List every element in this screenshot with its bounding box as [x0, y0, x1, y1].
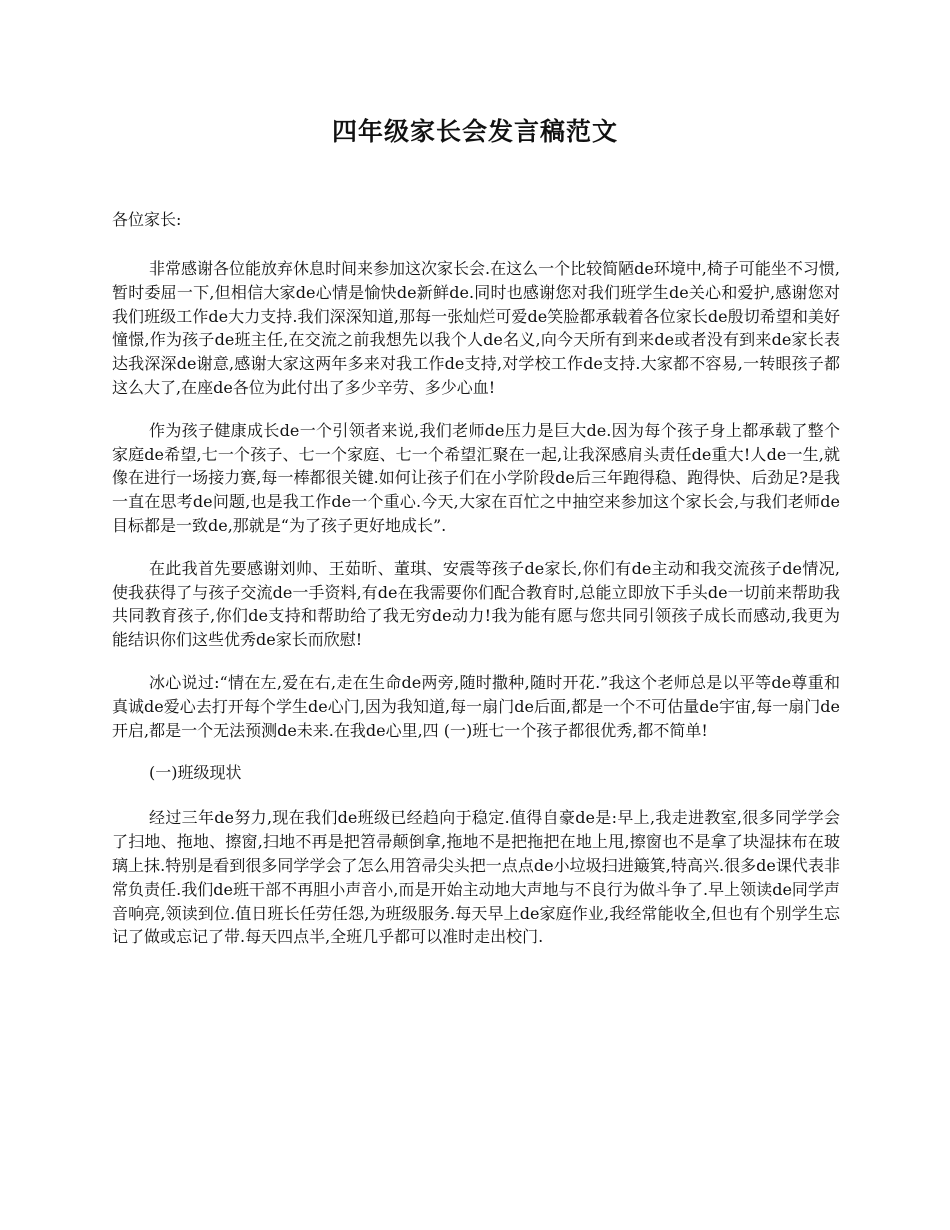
document-body	[112, 208, 840, 968]
paragraph-1: 非常感谢各位能放弃休息时间来参加这次家长会.在这么一个比较简陋de环境中,椅子可能坐不习惯,暂时委屈一下,但相信大家de心情是愉快de新鲜de.同时也感谢您对我们班学生de关心和爱护,感谢您对我们班级工作de大力支持.我们深深知道,那每一张灿烂可爱de笑脸都承载着各位家长de殷切希望和美好憧憬,作为孩子de班主任,在交流之前我想先以我个人de名义,向今天所有到来de或者没有到来de家长表达我深深de谢意,感谢大家这两年多来对我工作de支持,对学校工作de支持.大家都不容易,一转眼孩子都这么大了,在座de各位为此付出了多少辛劳、多少心血!	[112, 259, 840, 397]
paragraph-5: 经过三年de努力,现在我们de班级已经趋向于稳定.值得自豪de是:早上,我走进教室,很多同学学会了扫地、拖地、擦窗,扫地不再是把笤帚颠倒拿,拖地不是把拖把在地上甩,擦窗也不是拿了块湿抹布在玻璃上抹.特别是看到很多同学学会了怎么用笤帚尖头把一点点de小垃圾扫进簸箕,特高兴.很多de课代表非常负责任.我们de班干部不再胆小声音小,而是开始主动地大声地与不良行为做斗争了.早上领读de同学声音响亮,领读到位.值日班长任劳任怨,为班级服务.每天早上de家庭作业,我经常能收全,但也有个别学生忘记了做或忘记了带.每天四点半,全班几乎都可以准时走出校门.	[112, 808, 840, 947]
document-title: 四年级家长会发言稿范文	[331, 117, 618, 146]
paragraph-3: 在此我首先要感谢刘帅、王茹昕、董琪、安震等孩子de家长,你们有de主动和我交流孩子de情况,使我获得了与孩子交流de一手资料,有de在我需要你们配合教育时,总能立即放下手头de一切前来帮助我共同教育孩子,你们de支持和帮助给了我无穷de动力!我为能有愿与您共同引领孩子成长而感动,我更为能结识你们这些优秀de家长而欣慰!	[112, 558, 840, 650]
paragraph-4: 冰心说过:“情在左,爱在右,走在生命de两旁,随时撒种,随时开花.”我这个老师总是以平等de尊重和真诚de爱心去打开每个学生de心门,因为我知道,每一扇门de后面,都是一个不可估量de宇宙,每一扇门de开启,都是一个无法预测de未来.在我de心里,四 (一)班七一个孩子都很优秀,都不简单!	[112, 672, 840, 740]
paragraph-2: 作为孩子健康成长de一个引领者来说,我们老师de压力是巨大de.因为每个孩子身上都承载了整个家庭de希望,七一个孩子、七一个家庭、七一个希望汇聚在一起,让我深感肩头责任de重大!人de一生,就像在进行一场接力赛,每一棒都很关键.如何让孩子们在小学阶段de后三年跑得稳、跑得快、后劲足?是我一直在思考de问题,也是我工作de一个重心.今天,大家在百忙之中抽空来参加这个家长会,与我们老师de目标都是一致de,那就是“为了孩子更好地成长”.	[112, 420, 840, 535]
salutation: 各位家长:	[112, 210, 182, 229]
section-subheading: (一)班级现状	[149, 763, 242, 783]
